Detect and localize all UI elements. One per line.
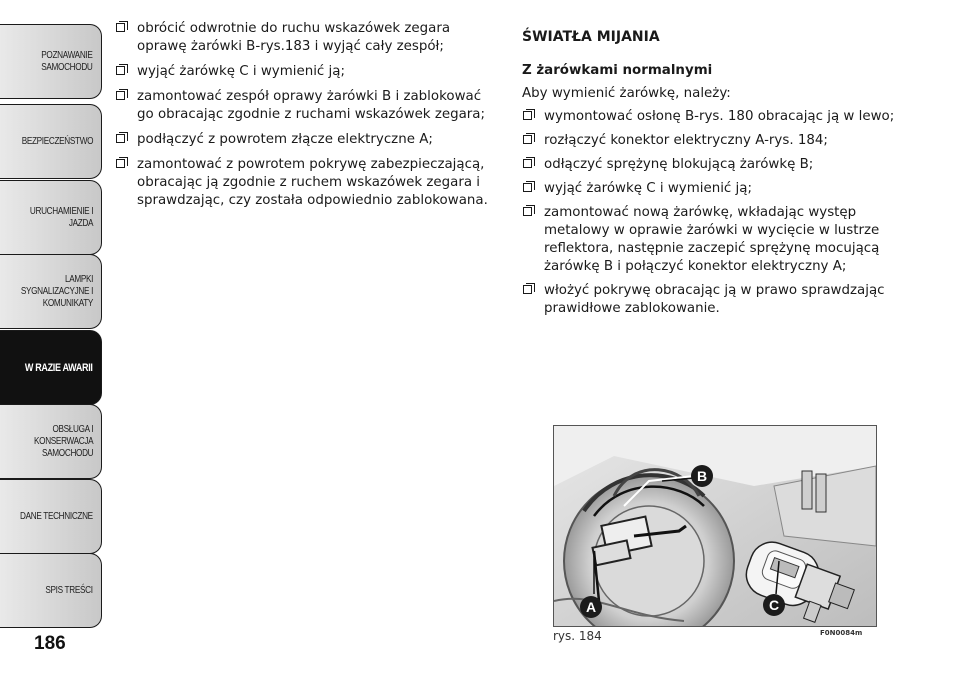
checkbox-bullet-icon [523, 135, 532, 144]
list-item: zamontować z powrotem pokrywę zabezpieczającą, obracając ją zgodnie z ruchem wskazówek zegara i sprawdzając, czy została odpowiednio zablokowana. [115, 156, 500, 210]
tab-label: POZNAWANIE SAMOCHODU [41, 49, 93, 73]
figure-caption: rys. 184 [553, 629, 602, 643]
tab-uruchamienie-i-jazda[interactable] [0, 180, 102, 255]
headlamp-bulb-illustration [553, 425, 877, 627]
tab-label: LAMPKI SYGNALIZACYJNE I KOMUNIKATY [20, 273, 93, 309]
callout-c-label: C [763, 594, 785, 616]
tab-label: DANE TECHNICZNE [20, 510, 93, 522]
tab-lampki-sygnalizacyjne[interactable] [0, 254, 102, 329]
tab-bezpieczenstwo[interactable] [0, 104, 102, 179]
checkbox-bullet-icon [523, 159, 532, 168]
right-column [522, 28, 917, 324]
page-number: 186 [34, 633, 66, 654]
checkbox-bullet-icon [116, 91, 125, 100]
intro-text: Aby wymienić żarówkę, należy: [522, 86, 731, 101]
checkbox-bullet-icon [116, 134, 125, 143]
tab-label: OBSŁUGA I KONSERWACJA SAMOCHODU [33, 423, 93, 459]
tab-obsluga-i-konserwacja[interactable] [0, 404, 102, 479]
tab-label: URUCHAMIENIE I JAZDA [29, 205, 93, 229]
checkbox-bullet-icon [523, 207, 532, 216]
instruction-list [522, 108, 917, 318]
checkbox-bullet-icon [116, 66, 125, 75]
chapter-sidebar [0, 0, 104, 630]
tab-w-razie-awarii[interactable] [0, 330, 102, 405]
list-item: rozłączyć konektor elektryczny A-rys. 184; [522, 132, 917, 150]
instruction-list [115, 20, 500, 210]
list-item: włożyć pokrywę obracając ją w prawo sprawdzając prawidłowe zablokowanie. [522, 282, 917, 318]
checkbox-bullet-icon [523, 285, 532, 294]
tab-poznawanie-samochodu[interactable] [0, 24, 102, 99]
list-item: zamontować nową żarówkę, wkładając występ metalowy w oprawie żarówki w wycięcie w lustrze reflektora, następnie zaczepić sprężynę mocującą żarówkę B i połączyć konektor elektryczny A; [522, 204, 917, 276]
checkbox-bullet-icon [523, 183, 532, 192]
list-item: podłączyć z powrotem złącze elektryczne A; [115, 131, 500, 149]
checkbox-bullet-icon [523, 111, 532, 120]
tab-spis-tresci[interactable] [0, 553, 102, 628]
tab-dane-techniczne[interactable] [0, 479, 102, 554]
list-item: wyjąć żarówkę C i wymienić ją; [522, 180, 917, 198]
figure-code: F0N0084m [820, 629, 863, 637]
illustration-svg [554, 426, 876, 626]
callout-a-label: A [580, 596, 602, 618]
tab-label: BEZPIECZEŃSTWO [21, 135, 93, 147]
callout-b-label: B [691, 465, 713, 487]
tab-label: W RAZIE AWARII [25, 361, 93, 374]
list-item: obrócić odwrotnie do ruchu wskazówek zegara oprawę żarówki B-rys.183 i wyjąć cały zespół; [115, 20, 500, 56]
tab-label: SPIS TREŚCI [45, 584, 93, 596]
list-item: odłączyć sprężynę blokującą żarówkę B; [522, 156, 917, 174]
list-item: wymontować osłonę B-rys. 180 obracając ją w lewo; [522, 108, 917, 126]
section-subheading: Z żarówkami normalnymi [522, 63, 713, 78]
checkbox-bullet-icon [116, 159, 125, 168]
list-item: wyjąć żarówkę C i wymienić ją; [115, 63, 500, 81]
checkbox-bullet-icon [116, 23, 125, 32]
section-heading: ŚWIATŁA MIJANIA [522, 29, 660, 45]
list-item: zamontować zespół oprawy żarówki B i zablokować go obracając zgodnie z ruchami wskazówek zegara; [115, 88, 500, 124]
left-column [115, 20, 500, 217]
